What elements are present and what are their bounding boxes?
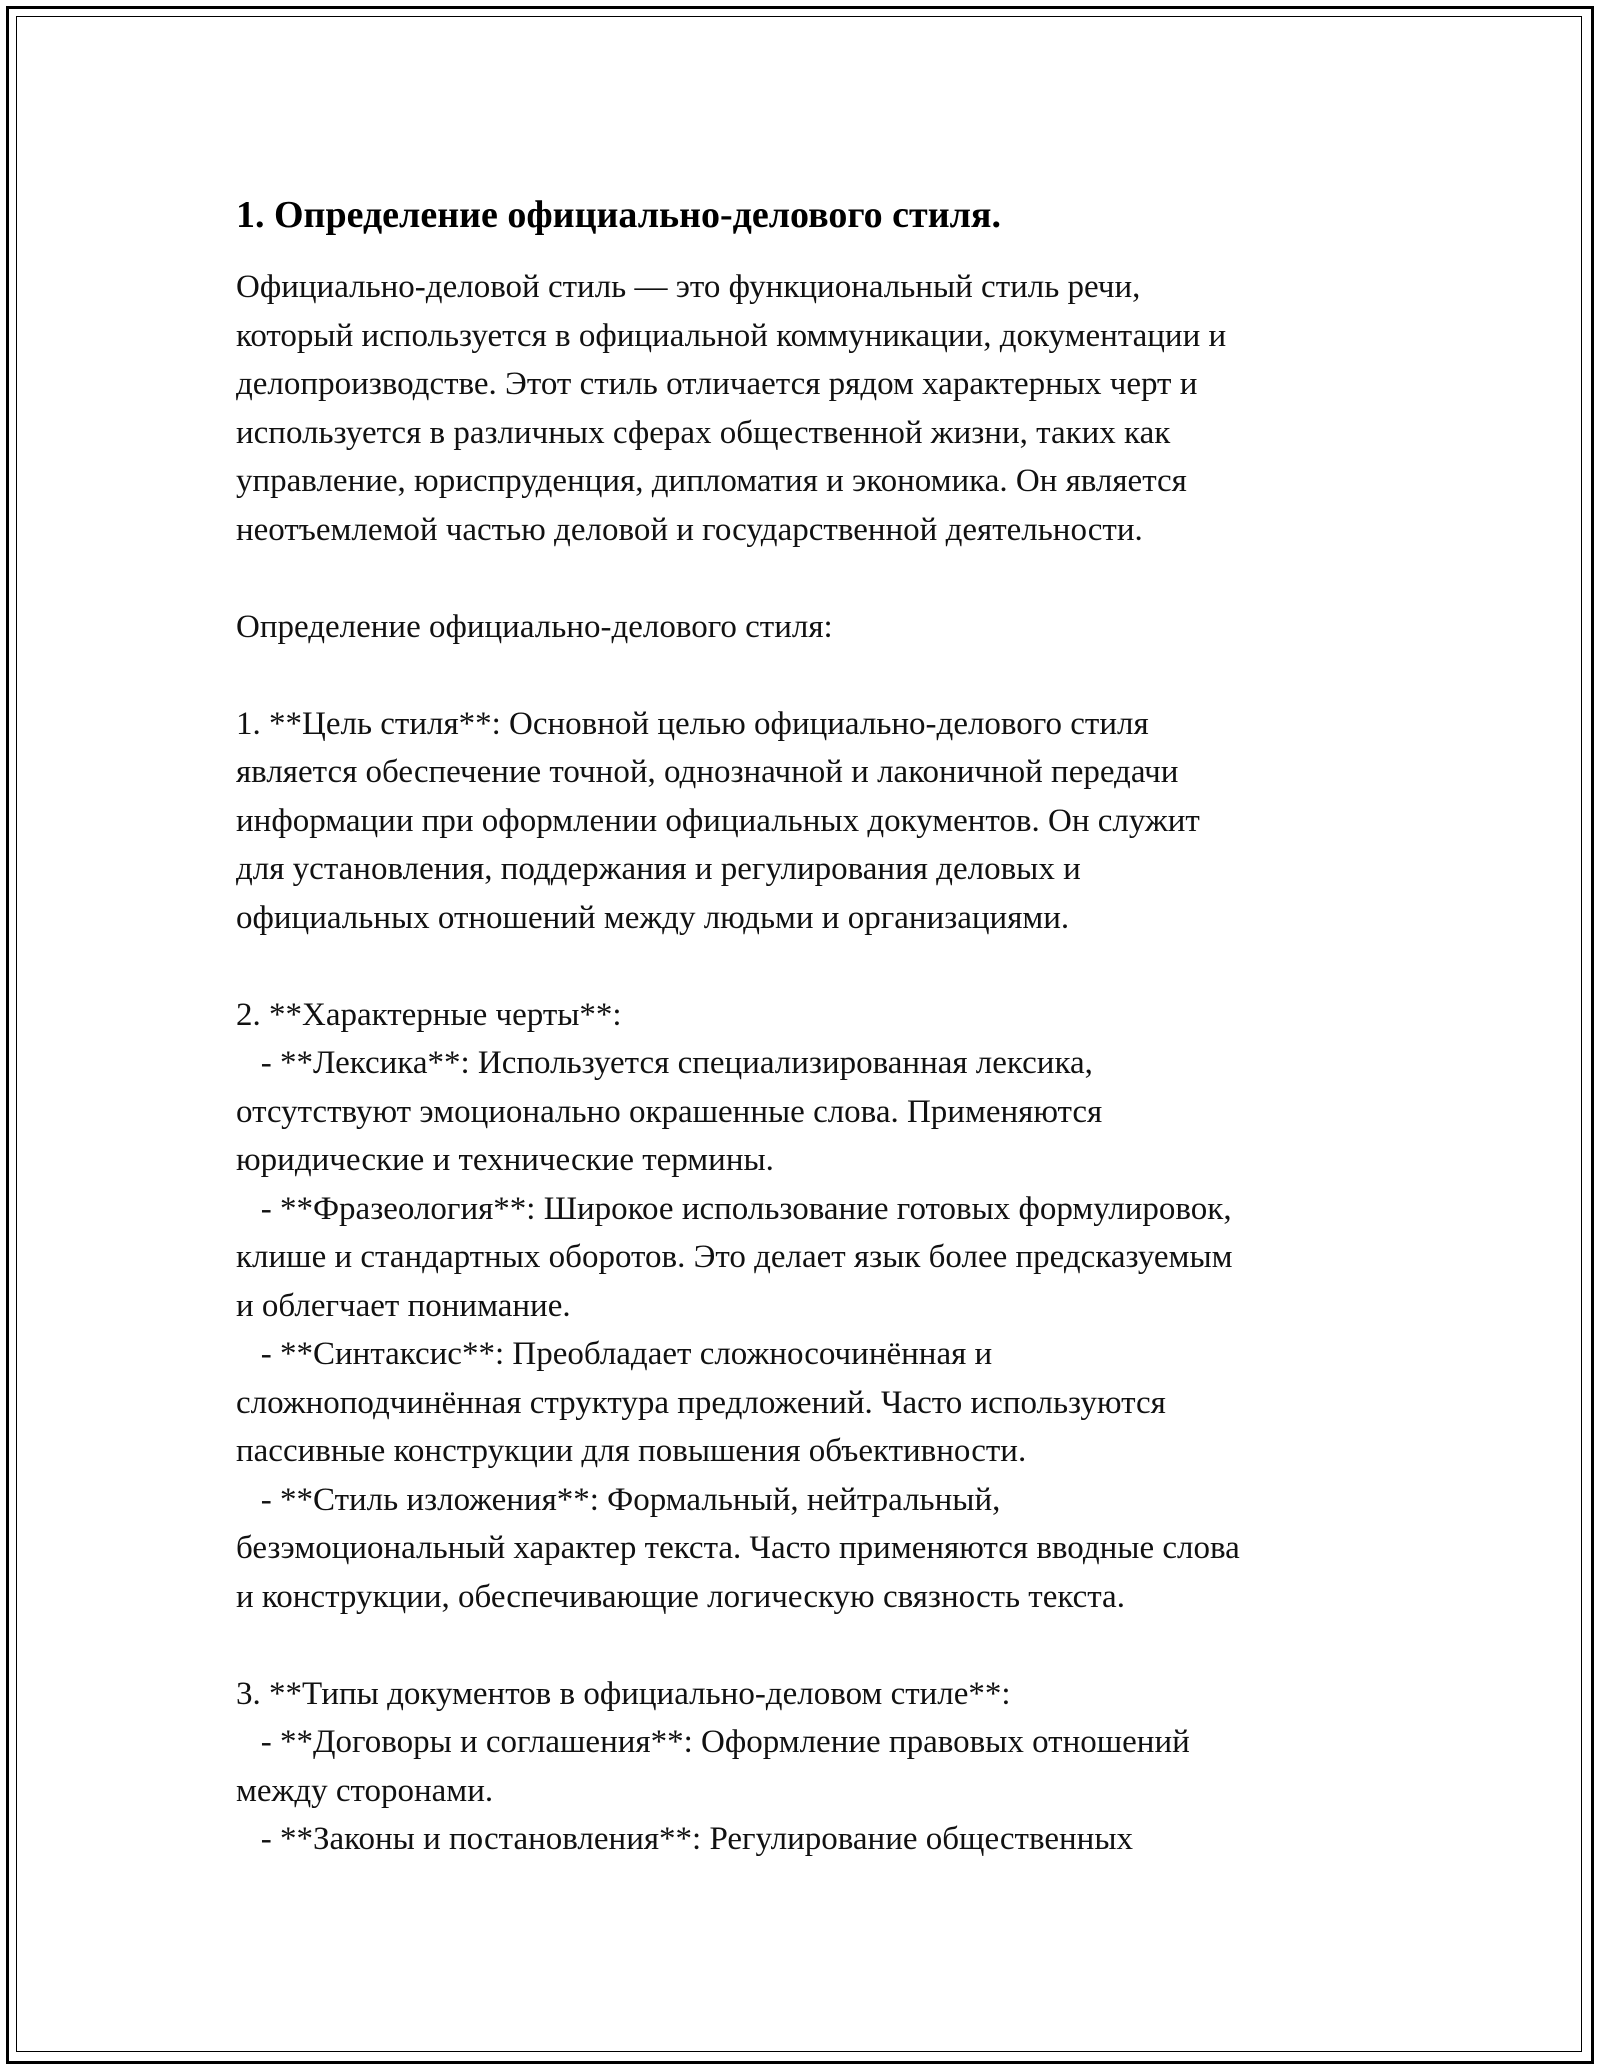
text-line: является обеспечение точной, однозначной и лаконичной передачи [236,754,1179,790]
text-line: отсутствуют эмоционально окрашенные слова. Применяются [236,1093,1103,1130]
section-heading: 1. Определение официально-делового стиля. [236,194,1001,236]
blank-line [236,942,1386,991]
text-line: - **Стиль изложения**: Формальный, нейтральный, [236,1481,1001,1518]
text-line: официальных отношений между людьми и организациями. [236,899,1070,936]
text-line: Определение официально-делового стиля: [236,608,833,645]
text-line: управление, юриспруденция, дипломатия и экономика. Он является [236,463,1187,499]
text-line: безэмоциональный характер текста. Часто применяются вводные слова [236,1530,1240,1566]
text-line: - **Законы и постановления**: Регулирование общественных [236,1821,1134,1857]
text-line: 1. **Цель стиля**: Основной целью официально-делового стиля [236,705,1149,742]
text-line: клише и стандартных оборотов. Это делает язык более предсказуемым [236,1239,1233,1275]
text-line: - **Лексика**: Используется специализированная лексика, [236,1045,1093,1081]
document-text [236,263,1386,1864]
text-line: для установления, поддержания и регулирования деловых и [236,851,1081,887]
text-line: пассивные конструкции для повышения объективности. [236,1433,1027,1469]
blank-line [236,651,1386,700]
text-line: - **Фразеология**: Широкое использование готовых формулировок, [236,1190,1232,1227]
text-line: который используется в официальной коммуникации, документации и [236,317,1227,354]
text-line: сложноподчинённая структура предложений. Часто используются [236,1384,1166,1421]
blank-line [236,554,1386,603]
text-line: неотъемлемой частью деловой и государственной деятельности. [236,511,1143,548]
text-line: между сторонами. [236,1772,494,1809]
document-body [236,185,1386,1864]
text-line: - **Синтаксис**: Преобладает сложносочинённая и [236,1336,993,1372]
text-line: 3. **Типы документов в официально-деловом стиле**: [236,1675,1011,1712]
text-line: и облегчает понимание. [236,1287,571,1324]
text-line: юридические и технические термины. [236,1142,774,1178]
text-line: и конструкции, обеспечивающие логическую связность текста. [236,1578,1125,1615]
text-line: Официально-деловой стиль — это функциональный стиль речи, [236,269,1141,305]
text-line: делопроизводстве. Этот стиль отличается рядом характерных черт и [236,366,1198,402]
text-line: информации при оформлении официальных документов. Он служит [236,802,1200,839]
blank-line [236,1621,1386,1670]
text-line: используется в различных сферах общественной жизни, таких как [236,414,1171,451]
text-line: - **Договоры и соглашения**: Оформление правовых отношений [236,1724,1190,1760]
text-line: 2. **Характерные черты**: [236,996,622,1033]
